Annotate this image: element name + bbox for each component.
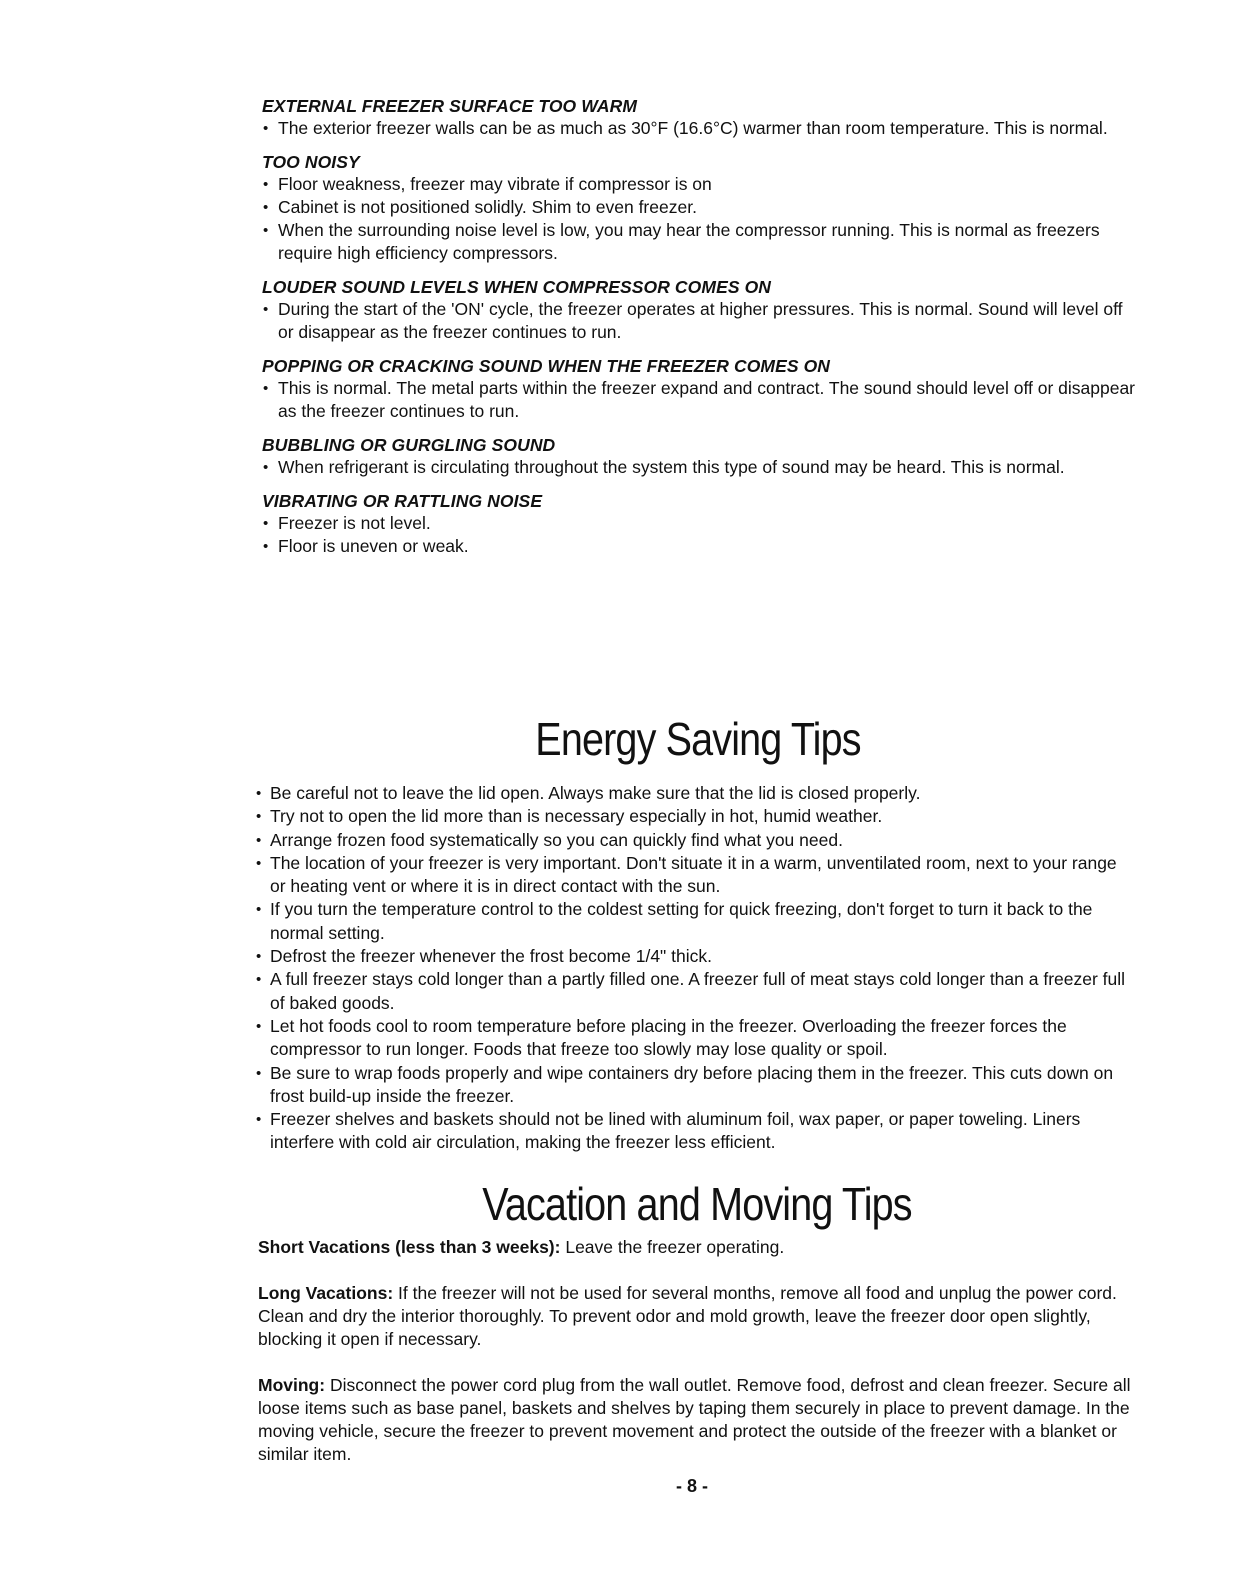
section-heading: TOO NOISY (262, 152, 360, 172)
troubleshooting-list (262, 95, 1142, 569)
section-heading: EXTERNAL FREEZER SURFACE TOO WARM (262, 96, 638, 116)
energy-tips-list (256, 782, 1136, 1155)
bullet-item: • Cabinet is not positioned solidly. Shim to even freezer. (262, 196, 1142, 219)
page-number: - 8 - (675, 1476, 708, 1496)
vacation-moving-title: Vacation and Moving Tips (482, 1178, 912, 1230)
vacation-paragraph (258, 1374, 1138, 1466)
bullet-list (262, 117, 1142, 140)
bullet-item: • Floor is uneven or weak. (262, 535, 1142, 558)
troubleshoot-section (262, 276, 1142, 344)
energy-tip: • Freezer shelves and baskets should not be lined with aluminum foil, wax paper, or paper toweling. Liners interfere with cold air circulation, making the freezer less efficient. (256, 1108, 1136, 1155)
bullet-item: • Freezer is not level. (262, 512, 1142, 535)
bullet-list (262, 173, 1142, 265)
paragraph-label: Short Vacations (less than 3 weeks): (258, 1237, 561, 1257)
section-heading: VIBRATING OR RATTLING NOISE (262, 491, 543, 511)
bullet-item: • When the surrounding noise level is low, you may hear the compressor running. This is normal as freezers require high efficiency compressors. (262, 219, 1142, 265)
energy-tip: • If you turn the temperature control to the coldest setting for quick freezing, don't forget to turn it back to the normal setting. (256, 898, 1136, 945)
bullet-item: • During the start of the 'ON' cycle, the freezer operates at higher pressures. This is normal. Sound will level off or disappear as the freezer continues to run. (262, 298, 1142, 344)
paragraph-label: Moving: (258, 1375, 326, 1395)
bullet-list (262, 377, 1142, 423)
section-heading: POPPING OR CRACKING SOUND WHEN THE FREEZER COMES ON (262, 356, 831, 376)
bullet-list (262, 456, 1142, 479)
troubleshoot-section (262, 355, 1142, 423)
bullet-list (262, 512, 1142, 558)
energy-tip: • Be sure to wrap foods properly and wipe containers dry before placing them in the freezer. This cuts down on frost build-up inside the freezer. (256, 1062, 1136, 1109)
troubleshoot-section (262, 434, 1142, 479)
paragraph-text: Leave the freezer operating. (565, 1237, 785, 1257)
energy-tip: • Try not to open the lid more than is necessary especially in hot, humid weather. (256, 805, 1136, 828)
vacation-section (258, 1236, 1138, 1489)
energy-tip: • A full freezer stays cold longer than a partly filled one. A freezer full of meat stays cold longer than a freezer full of baked goods. (256, 968, 1136, 1015)
energy-tip: • The location of your freezer is very important. Don't situate it in a warm, unventilated room, next to your range or heating vent or where it is in direct contact with the sun. (256, 852, 1136, 899)
bullet-list (256, 782, 1136, 1155)
troubleshoot-section (262, 95, 1142, 140)
energy-tip: • Defrost the freezer whenever the frost become 1/4" thick. (256, 945, 1136, 968)
troubleshoot-section (262, 151, 1142, 265)
bullet-item: • This is normal. The metal parts within the freezer expand and contract. The sound should level off or disappear as the freezer continues to run. (262, 377, 1142, 423)
paragraph-text: Disconnect the power cord plug from the wall outlet. Remove food, defrost and clean freezer. Secure all loose items such as base panel, baskets and shelves by taping them securely in place to prevent damage. In the moving vehicle, secure the freezer to prevent movement and protect the outside of the freezer with a blanket or similar item. (258, 1375, 1131, 1464)
vacation-paragraph (258, 1236, 1138, 1259)
energy-tip: • Be careful not to leave the lid open. Always make sure that the lid is closed properly. (256, 782, 1136, 805)
section-heading: BUBBLING OR GURGLING SOUND (262, 435, 556, 455)
energy-tip: • Arrange frozen food systematically so you can quickly find what you need. (256, 829, 1136, 852)
bullet-item: • Floor weakness, freezer may vibrate if compressor is on (262, 173, 1142, 196)
energy-saving-title: Energy Saving Tips (535, 713, 861, 765)
energy-tip: • Let hot foods cool to room temperature before placing in the freezer. Overloading the freezer forces the compressor to run longer. Foods that freeze too slowly may lose quality or spoil. (256, 1015, 1136, 1062)
bullet-item: • The exterior freezer walls can be as much as 30°F (16.6°C) warmer than room temperature. This is normal. (262, 117, 1142, 140)
bullet-item: • When refrigerant is circulating throughout the system this type of sound may be heard. This is normal. (262, 456, 1142, 479)
troubleshoot-section (262, 490, 1142, 558)
bullet-list (262, 298, 1142, 344)
vacation-paragraph (258, 1282, 1138, 1351)
section-heading: LOUDER SOUND LEVELS WHEN COMPRESSOR COMES ON (262, 277, 772, 297)
paragraph-label: Long Vacations: (258, 1283, 394, 1303)
paragraph-text: If the freezer will not be used for several months, remove all food and unplug the power cord. Clean and dry the interior thoroughly. To prevent odor and mold growth, leave the freezer door open slightly, blocking it open if necessary. (258, 1283, 1117, 1349)
